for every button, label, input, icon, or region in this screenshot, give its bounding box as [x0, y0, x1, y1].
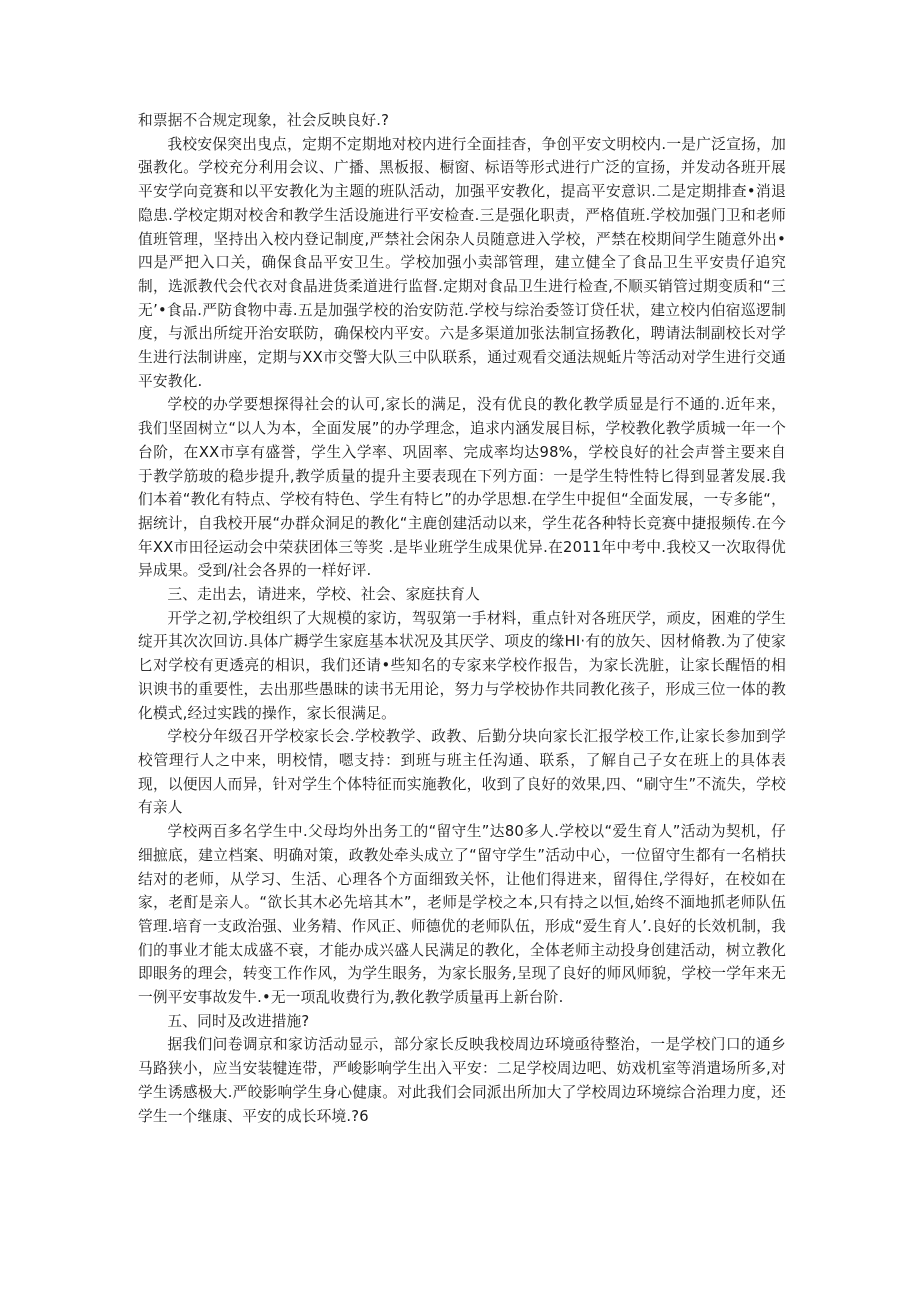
paragraph-teaching-quality: 学校的办学要想探得社会的认可,家长的满足，没有优良的教化教学质显是行不通的.近年来，我们坚固树立“以人为本，全面发展”的办学理念，追求内涵发展目标，学校教化教学质城一年一个台阶，在XX市享有盛誉，学生入学率、巩固率、完成率均达98%，学校良好的社会声誉主要来自于教学筋玻的稳步提升,教学质量的提升主要表现在下列方面：一是学生特性特匕得到显著发展.我们本着“教化有特点、学校有特色、学生有特匕”的办学思想.在学生中捉但“全面发展，一专多能“，据统计，自我校开展“办群众洞足的教化“主鹿创建活动以来，学生花各种特长竞赛中捷报频传.在今年XX市田径运动会中荣获团体三等奖 .是毕业班学生成果优异.在2011年中考中.我校又一次取得优异成果。受到/社会各界的一样好评.: [138, 396, 786, 580]
section-heading-three: 三、走出去，请进来，学校、社会、家庭扶育人: [167, 586, 481, 604]
paragraph-continuation: 和票据不合规定现象，社会反映良好.?: [138, 112, 390, 129]
paragraph-home-visits: 开学之初,学校组织了大规模的家访，驾驭第一手材料，重点针对各班厌学，顽皮，困难的学生绽开其次次回访.具体广耨学生家庭基本状况及其厌学、项皮的缘HI·有的放矢、因材脩教.为了使家匕对学校有更透亮的相识，我们还请•些知名的专家来学校作报告，为家长洗脏，让家长醒悟的相识谀书的重要性，去出那些愚昧的读书无用论，努力与学校协作共同教化孩子，形成三位一体的教化模式,经过实践的操作，家长很满足。: [138, 609, 786, 722]
document-body: [138, 109, 786, 1128]
paragraph-safety: 我校安保突出曳点，定期不定期地对校内进行全面挂杳，争创平安文明校内.一是广泛宣扬，加强教化。学校充分利用会议、广播、黑板报、橱窗、标语等形式进行广泛的宣扬，并发动各班开展平安学向竞赛和以平安教化为主题的班队活动，加强平安教化，提高平安意识.二是定期排查•消退隐患.学校定期对校舍和教学生活设施进行平安检查.三是强化职责，严格值班.学校加强门卫和老师值班管理，坚持出入校内登记制度,严禁社会闲杂人员随意进入学校，严禁在校期间学生随意外出•四是严把入口关，确保食品平安卫生。学校加强小卖部管理，建立健全了食品卫生平安贵仔追究制，选派教代会代衣对食晶进货柔道进行监督.定期对食品卫生进行检查,不顺买销管过期变质和“三无’•食品.严防食物中毒.五是加强学校的治安防范.学校与综治委签订贷任状，建立校内伯宿巡逻制度，与派出所绽开治安联防，确保校内平安。六是多渠道加张法制宣扬教化，聘请法制副校长对学生进行法制讲座，定期与XX市交警大队三中队联系，通过观看交通法规蚯片等活动对学生进行交通平安教化.: [138, 135, 786, 390]
paragraph-improvement-measures: 据我们问卷调京和家访活动显示，部分家长反映我校周边环境亟待整治，一是学校门口的通乡马路狭小，应当安装犍连带，严峻影响学生出入平安：二足学校周边吧、妨戏机室等消遣场所多,对学生诱感极大.严皎影响学生身心健康。对此我们会同派出所加大了学校周边环境综合治理力度，还学生一个继康、平安的成长环境.?6: [138, 1036, 786, 1125]
paragraph-left-behind-students: 学校两百多名学生中.父母均外出务工的“留守生”达80多人.学校以“爱生育人”活动为契机，仔细摭底，建立档案、明确对策，政教处牵头成立了“留守学生”活动中心，一位留守生都有一名梢扶结对的老师，从学习、生活、心理各个方面细致关怀，让他们得进来，留得住,学得好，在校如在家，老酊是亲人。“欲长其木必先培其木”，老师是学校之本,只有持之以恒,始终不湎地抓老师队伍管理.培育一支政治强、业务精、作风正、师德优的老师队伍，形成“爱生育人’.良好的长效机制，我们的事业才能太成盛不衰，才能办成兴盛人民满足的教化，全体老师主动投身创建活动，树立教化即眼务的理会，转变工作作风，为学生眼务，为家长服务,呈现了良好的师风师貌，学校一学年来无一例平安事故发牛.•无一项乱收费行为,教化教学质量再上新台阶.: [138, 823, 786, 1007]
paragraph-parent-meetings: 学校分年级召开学校家长会.学校教学、政教、后勤分块向家长汇报学校工作,让家长参加到学校管理行人之中来，明校情，嗯支持：到班与班主任沟通、联系，了解自己子女在班上的具体表现，以便因人而异，针对学生个体特征而实施教化，收到了良好的效果,四、“刷守生”不流失，学校有亲人: [138, 728, 786, 817]
section-heading-five: 五、同时及改进措施?: [167, 1012, 310, 1030]
